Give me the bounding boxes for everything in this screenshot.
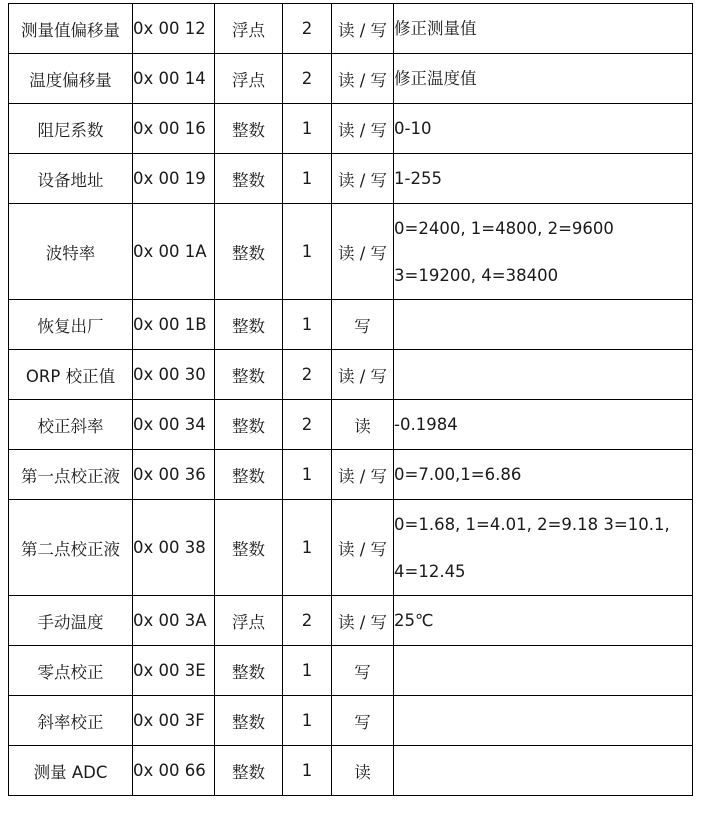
description-line: 0-10 (394, 119, 432, 138)
parameter-name-cell: 波特率 (9, 204, 133, 300)
table-row (9, 4, 693, 54)
access-mode-cell: 读 / 写 (332, 596, 394, 646)
access-mode-cell: 读 / 写 (332, 500, 394, 596)
data-length-cell: 1 (283, 696, 332, 746)
data-type-cell: 整数 (215, 154, 283, 204)
description-line: 0=7.00,1=6.86 (394, 465, 522, 484)
register-table-body (9, 4, 693, 796)
register-address-cell: 0x 00 30 (133, 350, 215, 400)
data-length-cell: 1 (283, 154, 332, 204)
table-row (9, 54, 693, 104)
register-address-cell: 0x 00 1A (133, 204, 215, 300)
table-row (9, 104, 693, 154)
register-address-cell: 0x 00 14 (133, 54, 215, 104)
parameter-name-cell: 手动温度 (9, 596, 133, 646)
table-row (9, 400, 693, 450)
parameter-name-cell: 恢复出厂 (9, 300, 133, 350)
description-cell (394, 646, 693, 696)
description-line: 4=12.45 (394, 561, 466, 581)
parameter-name-cell: 校正斜率 (9, 400, 133, 450)
description-line: 1-255 (394, 169, 442, 188)
data-length-cell: 1 (283, 450, 332, 500)
data-length-cell: 1 (283, 104, 332, 154)
register-address-cell: 0x 00 12 (133, 4, 215, 54)
data-length-cell: 1 (283, 746, 332, 796)
data-type-cell: 浮点 (215, 596, 283, 646)
data-type-cell: 整数 (215, 646, 283, 696)
table-row (9, 350, 693, 400)
access-mode-cell: 读 / 写 (332, 54, 394, 104)
description-line: -0.1984 (394, 415, 458, 434)
table-row (9, 450, 693, 500)
access-mode-cell: 读 / 写 (332, 204, 394, 300)
data-type-cell: 整数 (215, 500, 283, 596)
access-mode-cell: 读 / 写 (332, 450, 394, 500)
register-table (8, 3, 693, 796)
access-mode-cell: 读 (332, 400, 394, 450)
description-cell (394, 104, 693, 154)
register-address-cell: 0x 00 66 (133, 746, 215, 796)
description-cell (394, 54, 693, 104)
table-row (9, 154, 693, 204)
access-mode-cell: 写 (332, 300, 394, 350)
access-mode-cell: 读 / 写 (332, 4, 394, 54)
description-cell (394, 746, 693, 796)
table-row (9, 646, 693, 696)
data-type-cell: 整数 (215, 104, 283, 154)
register-address-cell: 0x 00 19 (133, 154, 215, 204)
access-mode-cell: 读 / 写 (332, 104, 394, 154)
description-cell (394, 400, 693, 450)
register-address-cell: 0x 00 34 (133, 400, 215, 450)
description-cell (394, 696, 693, 746)
parameter-name-cell: 零点校正 (9, 646, 133, 696)
description-cell (394, 596, 693, 646)
table-row (9, 204, 693, 300)
register-address-cell: 0x 00 3A (133, 596, 215, 646)
parameter-name-cell: 测量 ADC (9, 746, 133, 796)
access-mode-cell: 读 / 写 (332, 154, 394, 204)
description-cell (394, 4, 693, 54)
description-line: 3=19200, 4=38400 (394, 265, 559, 285)
description-cell (394, 154, 693, 204)
register-address-cell: 0x 00 3E (133, 646, 215, 696)
data-length-cell: 1 (283, 500, 332, 596)
description-cell (394, 450, 693, 500)
table-row (9, 500, 693, 596)
table-row (9, 596, 693, 646)
data-type-cell: 浮点 (215, 4, 283, 54)
table-row (9, 300, 693, 350)
access-mode-cell: 读 (332, 746, 394, 796)
data-type-cell: 浮点 (215, 54, 283, 104)
description-line: 25℃ (394, 611, 434, 630)
data-type-cell: 整数 (215, 350, 283, 400)
register-address-cell: 0x 00 38 (133, 500, 215, 596)
data-length-cell: 2 (283, 400, 332, 450)
parameter-name-cell: 斜率校正 (9, 696, 133, 746)
access-mode-cell: 写 (332, 646, 394, 696)
access-mode-cell: 读 / 写 (332, 350, 394, 400)
table-row (9, 696, 693, 746)
data-type-cell: 整数 (215, 204, 283, 300)
description-line: 修正温度值 (394, 69, 477, 88)
parameter-name-cell: 第一点校正液 (9, 450, 133, 500)
parameter-name-cell: 阻尼系数 (9, 104, 133, 154)
register-address-cell: 0x 00 3F (133, 696, 215, 746)
description-line: 0=1.68, 1=4.01, 2=9.18 3=10.1, (394, 514, 670, 534)
register-address-cell: 0x 00 36 (133, 450, 215, 500)
data-length-cell: 2 (283, 596, 332, 646)
data-length-cell: 1 (283, 204, 332, 300)
data-length-cell: 2 (283, 54, 332, 104)
description-cell (394, 500, 693, 596)
data-length-cell: 1 (283, 300, 332, 350)
parameter-name-cell: 设备地址 (9, 154, 133, 204)
data-type-cell: 整数 (215, 400, 283, 450)
parameter-name-cell: 第二点校正液 (9, 500, 133, 596)
table-row (9, 746, 693, 796)
register-address-cell: 0x 00 1B (133, 300, 215, 350)
parameter-name-cell: 温度偏移量 (9, 54, 133, 104)
description-line: 修正测量值 (394, 19, 477, 38)
description-cell (394, 350, 693, 400)
access-mode-cell: 写 (332, 696, 394, 746)
data-type-cell: 整数 (215, 450, 283, 500)
parameter-name-cell: 测量值偏移量 (9, 4, 133, 54)
description-line: 0=2400, 1=4800, 2=9600 (394, 218, 614, 238)
description-cell (394, 204, 693, 300)
register-address-cell: 0x 00 16 (133, 104, 215, 154)
parameter-name-cell: ORP 校正值 (9, 350, 133, 400)
data-length-cell: 2 (283, 4, 332, 54)
data-length-cell: 1 (283, 646, 332, 696)
description-cell (394, 300, 693, 350)
data-type-cell: 整数 (215, 300, 283, 350)
data-type-cell: 整数 (215, 746, 283, 796)
data-length-cell: 2 (283, 350, 332, 400)
data-type-cell: 整数 (215, 696, 283, 746)
